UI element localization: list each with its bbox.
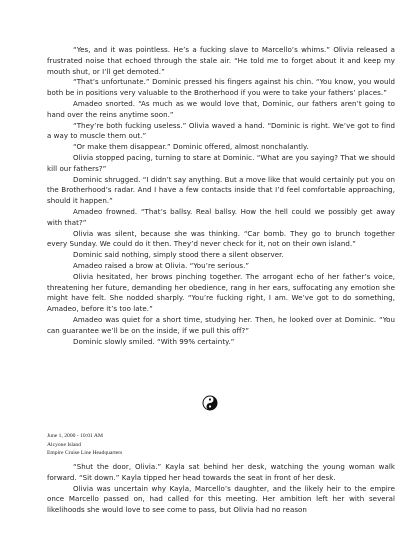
paragraph: Amadeo snorted. “As much as we would love that, Dominic, our fathers aren’t going to hand over the reins anytime soon.” bbox=[47, 98, 395, 119]
paragraph: “That’s unfortunate.” Dominic pressed his fingers against his chin. “You know, you would both be in positions very valuable to the Brotherhood if you were to take your fathers’ places.” bbox=[47, 77, 395, 98]
paragraph: Olivia hesitated, her brows pinching together. The arrogant echo of her father’s voice, threatening her future, demanding her obedience, rang in her ears, suffocating any emotion she might have felt. She nodded sharply. “You’re fucking right, I am. We’ve got to do something, Amadeo, before it’s too late.” bbox=[47, 271, 395, 314]
body-text-top bbox=[47, 45, 395, 347]
paragraph: Dominic shrugged. “I didn’t say anything. But a move like that would certainly put you on the Brotherhood’s radar. And I have a few contacts inside that I’d feel comfortable approaching, should it happen.” bbox=[47, 174, 395, 206]
paragraph: “Shut the door, Olivia.” Kayla sat behind her desk, watching the young woman walk forward. “Sit down.” Kayla tipped her head towards the seat in front of her desk. bbox=[47, 462, 395, 482]
paragraph: Amadeo was quiet for a short time, studying her. Then, he looked over at Dominic. “You can guarantee we’ll be on the inside, if we pull this off?” bbox=[47, 314, 395, 335]
paragraph: Dominic said nothing, simply stood there a silent observer. bbox=[73, 250, 284, 260]
yin-yang-icon bbox=[202, 395, 218, 411]
paragraph: Olivia was uncertain why Kayla, Marcello’s daughter, and the likely heir to the empire once Marcello passed on, had called for this meeting. Her ambition left her with several likelihoods she would love to see come to pass, but Olivia had no reason bbox=[47, 483, 395, 515]
paragraph: “Yes, and it was pointless. He’s a fucking slave to Marcello’s whims.” Olivia released a frustrated noise that echoed through the stale air. “He told me to forget about it and keep my mouth shut, or I’ll get demoted.” bbox=[47, 45, 395, 76]
paragraph: Olivia was silent, because she was thinking. “Car bomb. They go to brunch together every Sunday. We could do it then. They’d never check for it, not on their own island.” bbox=[47, 228, 395, 249]
scene-place: Alcyone Island bbox=[47, 441, 82, 448]
scene-date: June 1, 2000 - 10:01 AM bbox=[47, 433, 103, 439]
paragraph: Dominic slowly smiled. “With 99% certainty.” bbox=[73, 336, 235, 346]
body-text-bottom bbox=[47, 462, 395, 516]
paragraph: “They’re both fucking useless.” Olivia waved a hand. “Dominic is right. We’ve got to find a way to muscle them out.” bbox=[47, 120, 395, 141]
paragraph: Amadeo frowned. “That’s ballsy. Real ballsy. How the hell could we possibly get away with that?” bbox=[47, 206, 395, 227]
paragraph: Amadeo raised a brow at Olivia. “You’re serious.” bbox=[73, 260, 250, 270]
scene-location: Empire Cruise Line Headquarters bbox=[47, 450, 123, 457]
paragraph: “Or make them disappear.” Dominic offered, almost nonchalantly. bbox=[73, 142, 309, 152]
paragraph: Olivia stopped pacing, turning to stare at Dominic. “What are you saying? That we should kill our fathers?” bbox=[47, 152, 395, 173]
scene-heading bbox=[47, 432, 247, 458]
